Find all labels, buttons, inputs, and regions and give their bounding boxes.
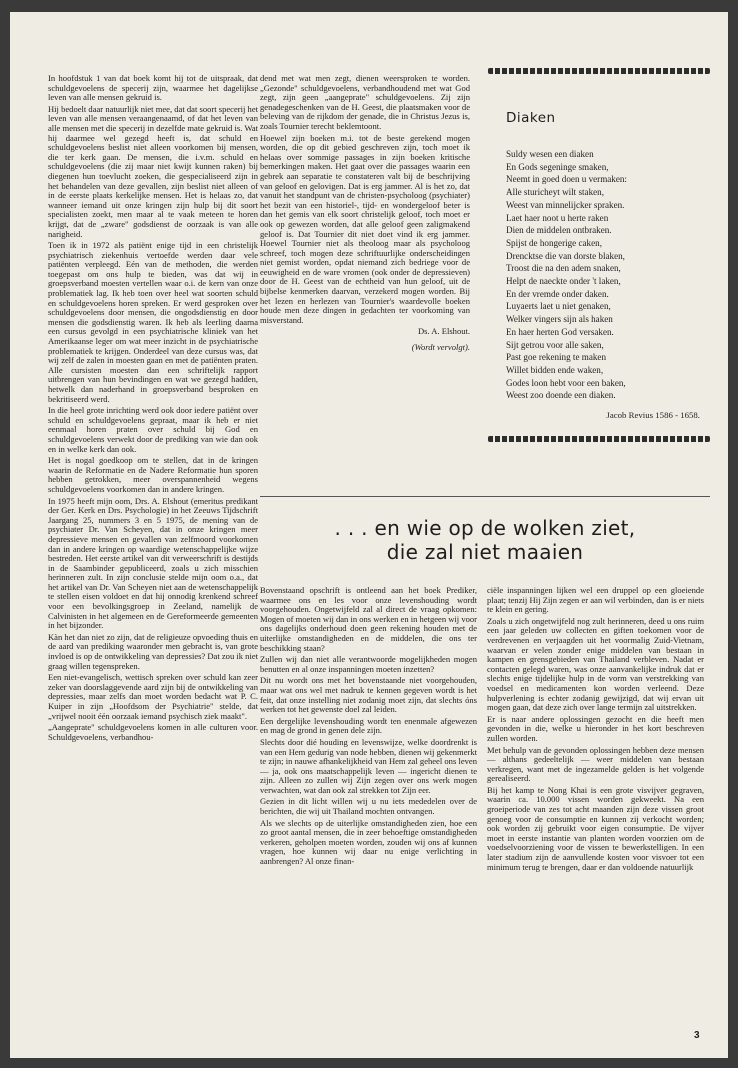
poem-line: Suldy wesen een diaken	[506, 149, 594, 159]
paragraph: Dit nu wordt ons met het bovenstaande niet voorgehouden, maar wat ons wel met nadruk te kennen gegeven wordt is het feit, dat onze instelling niet zodanig moet zijn, dat slechts óns werken tot het gewenste doel zal leiden.	[260, 675, 477, 715]
poem-line: En der vremde onder daken.	[506, 288, 609, 299]
poem-line: Laet haer noot u herte raken	[506, 212, 609, 223]
paragraph: ciële inspanningen lijken wel een druppel op een gloeiende plaat; tenzij Hij Zijn zegen er aan wil verbinden, dan is er niets te klein en gering.	[487, 585, 704, 615]
poem-line: Drencktse die van dorste blaken,	[506, 250, 625, 261]
paragraph: Als we slechts op de uiterlijke omstandigheden zien, hoe een zo groot aantal mensen, die in zeer behoeftige omstandigheden verkeren, geholpen moeten worden, zouden wij ons af kunnen vragen, hoe kunnen wij daar nu enige verlichting in aanbrengen? Al onze finan-	[260, 817, 477, 867]
poem-line: Welker vingers sijn als haken	[506, 314, 613, 325]
second-article-column-1	[260, 586, 477, 869]
poem-line: Troost die na den adem snaken,	[506, 263, 621, 274]
poem-line: Willet bidden ende waken,	[506, 364, 604, 375]
poem-author: Jacob Revius 1586 - 1658.	[606, 410, 700, 420]
paragraph: dend met wat men zegt, dienen weersproken te worden. „Gezonde" schuldgevoelens, verbandhoudend met wat God zegt, zijn geen „aangeprate" schuldgevoelens. Zij zijn genadegeschenken van de H. Geest, die plaatsmaken voor de beleving van de rijkdom der genade, die in Christus Jezus is, zoals Tournier terecht beklemtoont.	[260, 73, 470, 131]
poem-line: Spijst de hongerige caken,	[506, 237, 602, 248]
paragraph: Slechts door dié houding en levenswijze, welke doordrenkt is van een Hem gedurig van node hebben, dienen wij gekenmerkt te zijn; in nauwe afhankelijkheid van Hem zal geheel ons leven — ja, ook ons maatschappelijk leven — ingericht dienen te zijn. Alleen zo zullen wij Zijn zegen over ons werk mogen verwachten, wat dan ook zal strekken tot Zijn eer.	[260, 736, 477, 795]
poem-line: En haer herten God versaken.	[506, 326, 614, 337]
paragraph: Gezien in dit licht willen wij u nu iets mededelen over de berichten, die wij uit Thailand mochten ontvangen.	[260, 796, 477, 817]
poem-line: Weest van minnelijcker spraken.	[506, 199, 625, 210]
poem-line: Past goe rekening te maken	[506, 352, 607, 363]
paragraph: Het is nogal goedkoop om te stellen, dat in de kringen waarin de Reformatie en de Nadere Reformatie hun sporen hebben getrokken, meer overspannenheid wegens schuldgevoelens voorkomen dan in andere kringen.	[48, 455, 258, 494]
paragraph: Bovenstaand opschrift is ontleend aan het boek Prediker, waarmee ons en les voor onze levenshouding wordt voorgehouden. Ongetwijfeld zal al direct de vraag opkomen: Mogen of moeten wij dan in ons werken en in hetgeen wij voor ons dagelijks onderhoud doen geen rekening houden met de uiterlijke omstandigheden en de middelen, die ons ter beschikking staan?	[260, 585, 477, 653]
page-number: 3	[694, 1030, 700, 1041]
paragraph: Zullen wij dan niet alle verantwoorde mogelijkheden mogen benutten en al onze inspanningen moeten inzetten?	[260, 654, 477, 674]
poem-bottom-ornament	[488, 436, 710, 442]
poem-line: Godes loon hebt voor een baken,	[506, 377, 626, 388]
paragraph: Toen ik in 1972 als patiënt enige tijd in een christelijk psychiatrisch ziekenhuis vertoefde werden daar vele patiënten verpleegd. Eén van de methoden, die werden toegepast om ons hulp te bieden, was dat wij in groepsverband moesten vertellen waar o.i. de kern van onze problematiek lag. Ik heb toen over heel wat soorten schuld en schuldgevoelens horen spreken. Er werd gesproken over schuldgevoelens door mensen, die ongodsdienstig en door mensen die godsdienstig waren. Ik heb als leerling daarna een cursus gevolgd in een psychiatrische kliniek van het Amerikaanse leger om wat meer inzicht in de psychiatrische problematiek te krijgen. Onderdeel van deze cursus was, dat wij zelf de zalen in moesten gaan en met de patiënten praten. Alle cursisten moesten dan een schriftelijk rapport uitbrengen van hun bevindingen en wat we gezegd hadden, hetwelk dan naderhand in groepsverband besproken en bekritiseerd werd.	[48, 240, 258, 404]
second-article-column-2	[487, 586, 704, 874]
paragraph: Kàn het dan niet zo zijn, dat de religieuze opvoeding thuis en de aard van prediking waaronder men gebracht is, van grote invloed is op de ontwikkeling van depressies? Dat zou ik niet graag willen tegenspreken.	[48, 631, 258, 671]
poem-line: Luyaerts laet u niet genaken,	[506, 301, 611, 312]
paragraph: In 1975 heeft mijn oom, Drs. A. Elshout (emeritus predikant der Ger. Kerk en Drs. Psychologie) in het Zeeuws Tijdschrift Jaargang 25, nummers 3 en 5 1975, de mening van de psychiater Dr. Van Scheyen, dat in onze kringen meer depressieve mensen en gevallen van zelfmoord voorkomen dan in andere kringen op waardige wetenschappelijke wijze bestreden. Het eerste artikel van dit verweerschrift is destijds in de Saambinder gepubliceerd, zoals u zich misschien herinneren zult. In zijn conclusie stelde mijn oom o.a., dat het artikel van Dr. Van Scheyen niet aan de wetenschappelijk te stellen eisen voldoet en dat hij onnodig krenkend schreef voor een bevolkingsgroep in Zeeland, namelijk de Calvinisten in het algemeen en de Gereformeerde gemeenten in het bijzonder.	[48, 495, 258, 631]
poem-title: Diaken	[506, 110, 556, 126]
poem-line: Helpt de naeckte onder 't laken,	[506, 276, 621, 287]
poem-line: Neemt in goed doen u vermaken:	[506, 174, 627, 185]
paragraph: In die heel grote inrichting werd ook door iedere patiënt over schuld en schuldgevoelens gepraat, maar ik heb er niet eenmaal horen praten over schuld bij God en schuldgevoelens verwekt door de prediking van wie dan ook en in welke kerk dan ook.	[48, 405, 258, 454]
continued-note: (Wordt vervolgt).	[411, 342, 470, 353]
paragraph: Er is naar andere oplossingen gezocht en die heeft men gevonden in die, welke u hieronder in het kort beschreven zullen worden.	[487, 713, 704, 743]
article-headline	[260, 516, 710, 564]
poem-body	[506, 148, 706, 402]
paragraph: Bij het kamp te Nong Khai is een grote visvijver gegraven, waarin ca. 10.000 vissen worden gekweekt. Na een groeiperiode van zes tot acht maanden zijn deze vissen groot genoeg voor de consumptie en kunnen zij verkocht worden; ook worden zij gebruikt voor eigen consumptie. De vijver moet in eerste instantie van planten worden voorzien om de voedselvoorziening voor de vissen te bewerkstelligen. In een later stadium zijn de aanvullende kosten voor visvoer tot een minimum terug te brengen, daar er dan voldoende natuurlijk	[487, 784, 704, 872]
paragraph: Zoals u zich ongetwijfeld nog zult herinneren, deed u ons ruim een jaar geleden uw collecten en giften toekomen voor de verdrevenen en verjaagden uit het voormalig Zuid-Vietnam, waarvan er velen zonder enige middelen van bestaan in kampen en grensgebieden van Thailand verbleven. Nadat er contacten gelegd waren, was onze aanvankelijke indruk dat er slechts enige tijdelijke hulp in de vorm van verstrekking van voedsel en medicamenten kon worden verleend. Deze hulpverlening is echter zodanig gewijzigd, dat wij ervan uit mogen gaan, dat deze zich over lange termijn zal uitstrekken.	[487, 615, 704, 713]
paragraph: In hoofdstuk 1 van dat boek komt hij tot de uitspraak, dat schuldgevoelens de specerij zijn, waarmee het dagelijkse leven van alle mensen gekruid is.	[48, 73, 258, 103]
paragraph: „Aangeprate" schuldgevoelens komen in alle culturen voor. Schuldgevoelens, verbandhou-	[48, 722, 258, 742]
poem-line: Dien de middelen ontbraken.	[506, 225, 612, 236]
poem-top-ornament	[488, 68, 710, 74]
left-article-column	[48, 74, 258, 744]
poem-line: En Gods segeninge smaken,	[506, 161, 609, 172]
headline-line-2: die zal niet maaien	[386, 540, 584, 564]
poem-line: Sijt getrou voor alle saken,	[506, 339, 604, 350]
poem-line: Alle sturicheyt wilt staken,	[506, 187, 604, 198]
magazine-page	[10, 12, 728, 1058]
article-signature: Ds. A. Elshout.	[418, 326, 470, 337]
paragraph: Een dergelijke levenshouding wordt ten enenmale afgewezen en mag de grond in genen dele zijn.	[260, 715, 477, 736]
paragraph: Een niet-evangelisch, wettisch spreken over schuld kan zeer zeker van doorslaggevende aard zijn bij de ontwikkeling van depressies, maar zelfs dan moet worden bedacht wat P. C. Kuiper in zijn „Hoofdsom der Psychiatrie" stelde, dat „vrijwel nooit één oorzaak iemand psychisch ziek maakt".	[48, 672, 258, 721]
headline-line-1: . . . en wie op de wolken ziet,	[334, 516, 636, 540]
poem-line: Weest zoo doende een diaken.	[506, 390, 616, 401]
middle-article-column	[260, 74, 470, 353]
section-divider	[260, 496, 710, 497]
paragraph: Hij bedoelt daar natuurlijk niet mee, dat dat soort specerij het leven van alle mensen veraangenaamd, of dat het leven van alle mensen met die specerij in dezelfde mate gekruid is. Wat hij daarmee wel gezegd heeft is, dat schuld en schuldgevoelens beslist niet alleen voorkomen bij mensen, die ter kerk gaan. De mensen, die i.v.m. schuld en schuldgevoelens (die zij maar niet kwijt kunnen raken) bij diegenen hun toevlucht zoeken, die gespecialiseerd zijn in het behandelen van deze gevallen, zijn beslist niet alleen of in de eerste plaats kerkelijke mensen. Het is helaas zo, dat wanneer iemand uit onze kringen zijn hulp bij dit soort specialisten zoekt, men maar al te vaak meteen te horen krijgt, dat de „zware" godsdienst de oorzaak is van alle narigheid.	[48, 103, 258, 239]
paragraph: Hoewel zijn boeken m.i. tot de beste gerekend mogen worden, die op dit gebied geschreven zijn, toch moet ik helaas over sommige passages in zijn boeken kritische bemerkingen maken. Het gaat over die passages waarin een gebrek aan separatie te constateren valt bij de beschrijving van geloof en gelovigen. Dat is erg jammer. Al is het zo, dat vanuit het standpunt van de christen-psycholoog (psychiater) het bezit van een historiel-, tijd- en wondergeloof beter is dan het gemis van elk soort christelijk geloof, toch moet er ook op gewezen worden, dat alle geloof geen zaligmakend geloof is. Dat Tournier dit niet doet vind ik erg jammer. Hoewel Tournier niet als theoloog maar als psycholoog schreef, toch mogen deze schriftuurlijke onderscheidingen niet gemist worden, opdat niemand zich bedriege voor de eeuwigheid en de ware vromen (ook onder de depressieven) door de H. Geest van de echtheid van hun geloof, uit de bijbelse kenmerken daarvan, verzekerd mogen worden. Bij het lezen en herlezen van Tournier's waardevolle boeken houde men deze dingen in gedachten ter voorkoming van misverstand.	[260, 132, 470, 325]
paragraph: Met behulp van de gevonden oplossingen hebben deze mensen — althans gedeeltelijk — weer middelen van bestaan verkregen, want met de ingezamelde gelden is het volgende gerealiseerd.	[487, 744, 704, 784]
